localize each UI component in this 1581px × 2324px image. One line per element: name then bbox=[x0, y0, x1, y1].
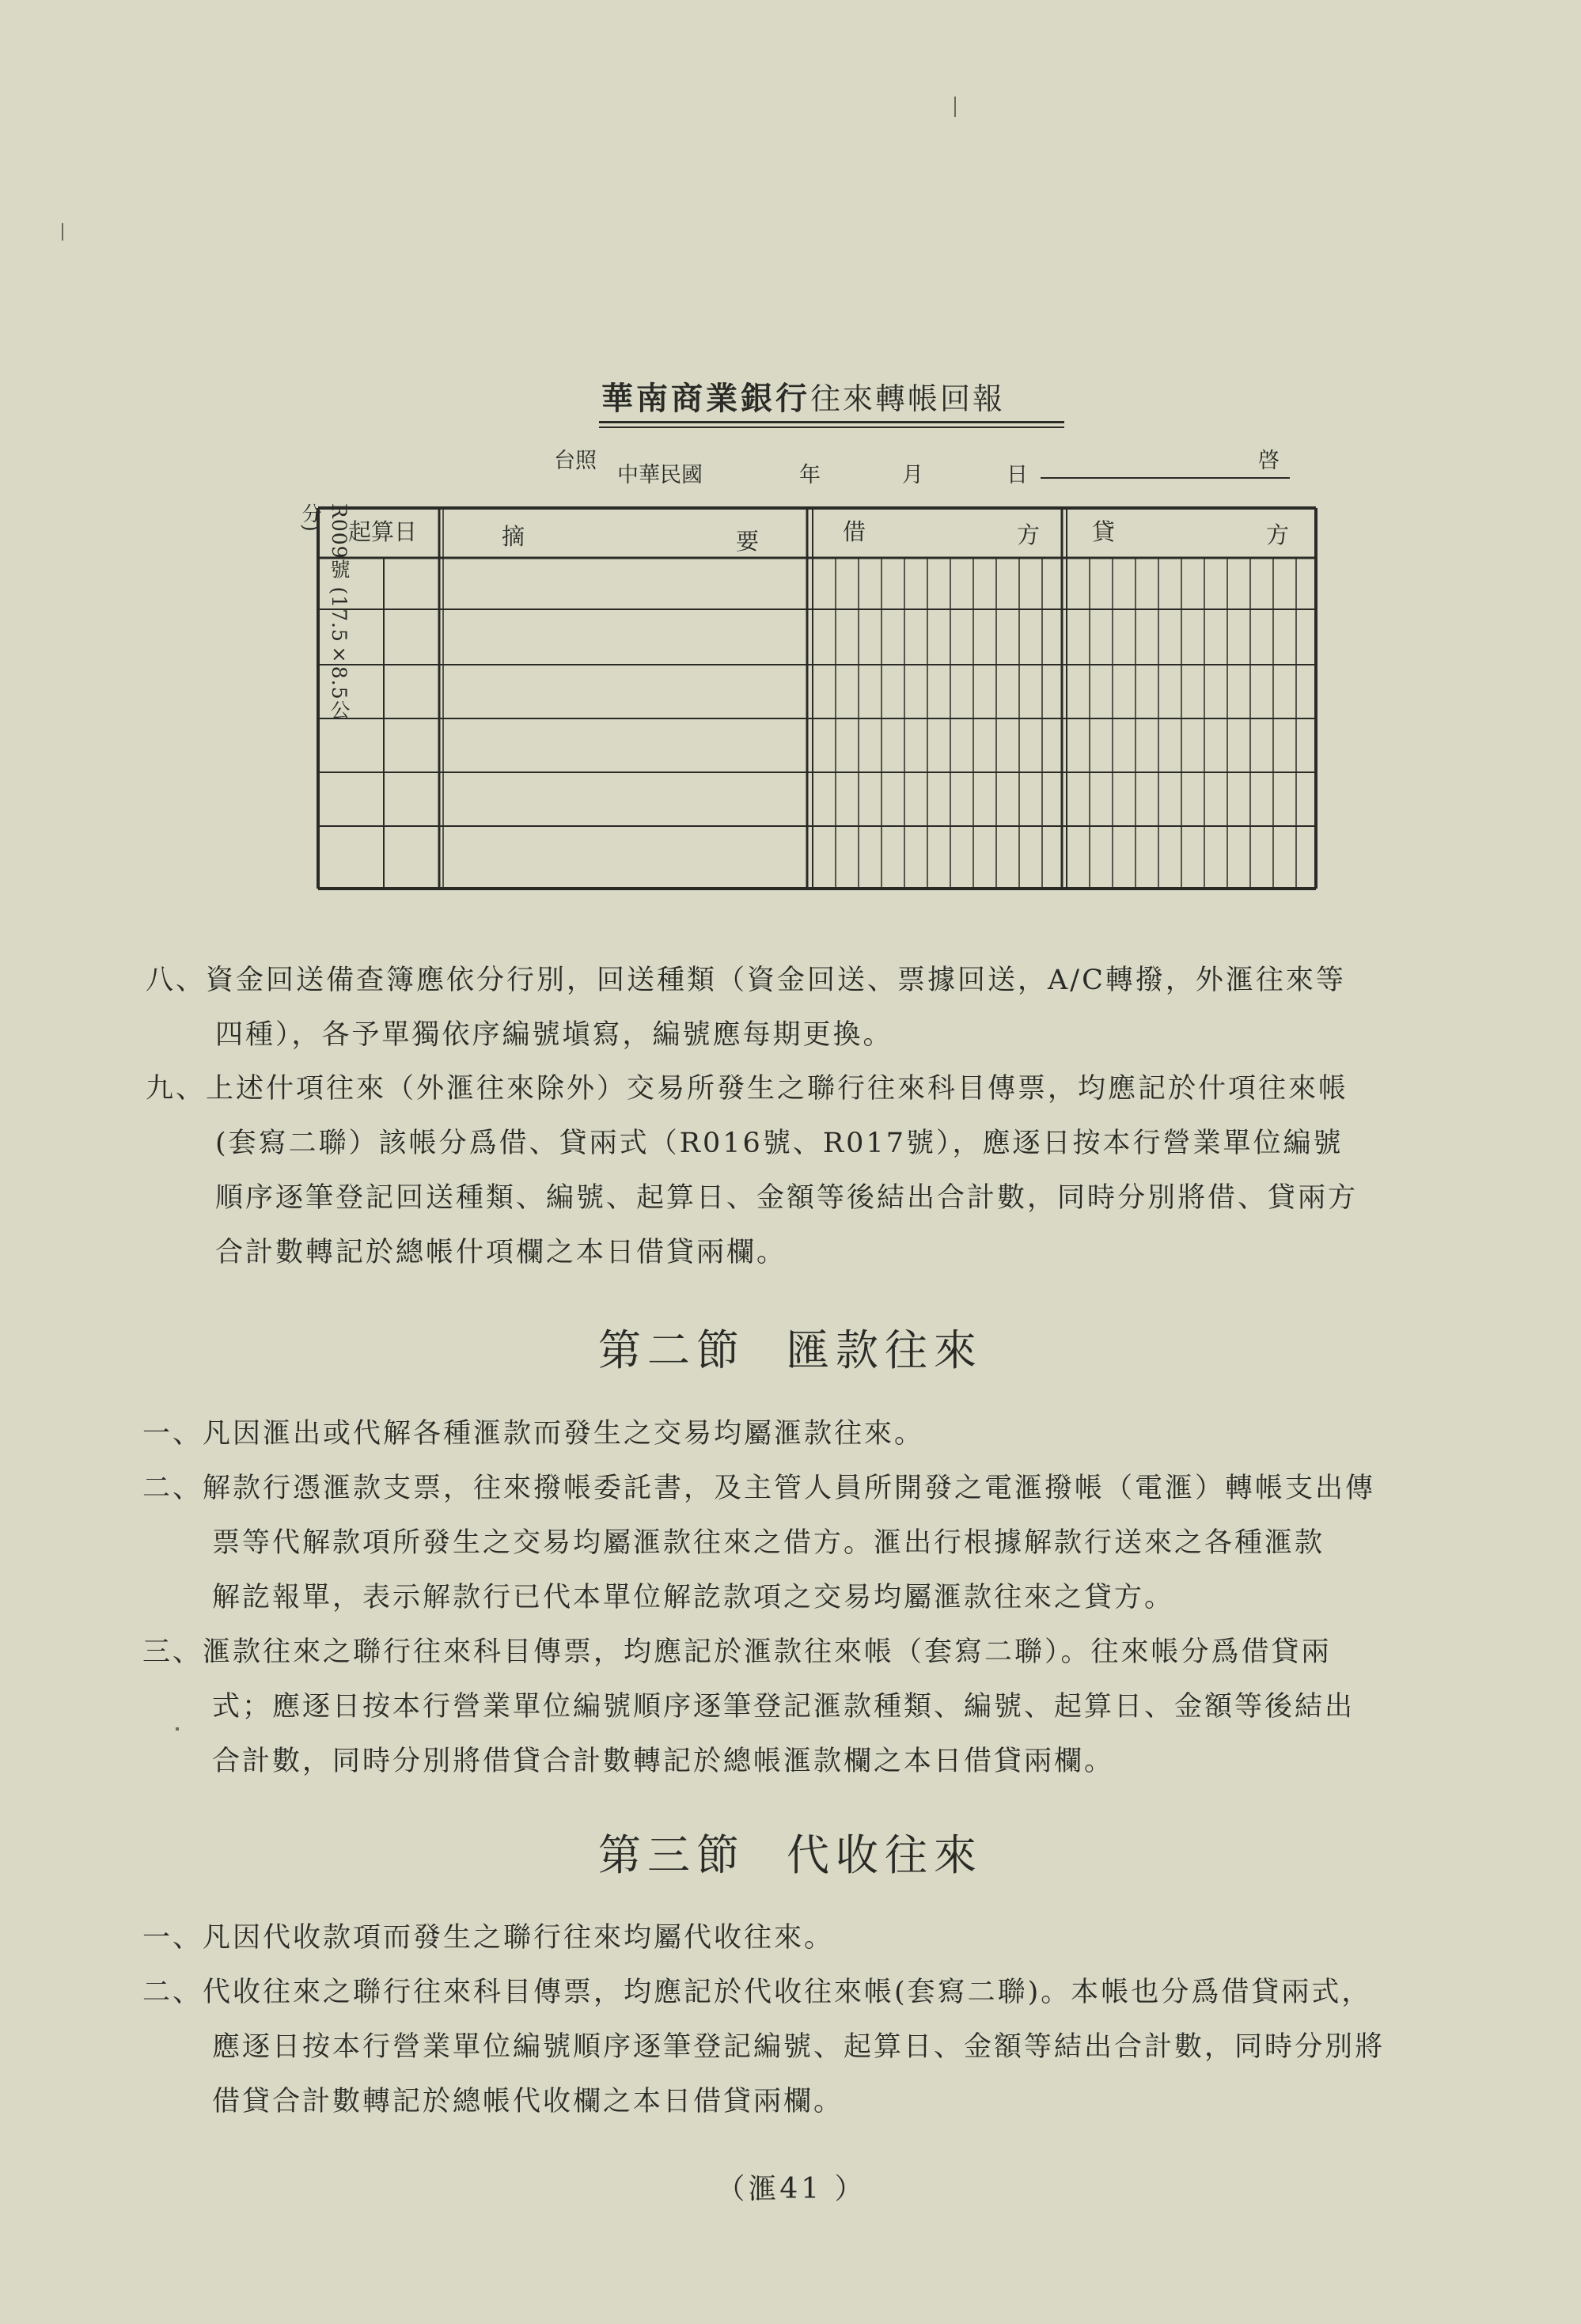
s3-item-1 bbox=[142, 1911, 834, 1966]
col-credit-label: 方 bbox=[1266, 521, 1290, 548]
text-line: 順序逐筆登記回送種類、編號、起算日、金額等後結出合計數，同時分別將借、貸兩方 bbox=[215, 1182, 1359, 1214]
s2-item-2 bbox=[142, 1462, 1375, 1625]
form-date-prefix: 中華民國 bbox=[617, 463, 703, 487]
page-number: （滙41 ） bbox=[716, 2173, 866, 2205]
form-side-code: R009號 (17.5×8.5公分) bbox=[299, 503, 351, 721]
col-start-date: 起算日 bbox=[348, 518, 418, 545]
text-line: 四種），各予單獨依序編號塡寫，編號應每期更換。 bbox=[215, 1019, 893, 1051]
ledger-table bbox=[317, 506, 1318, 890]
s2-item-3 bbox=[142, 1625, 1355, 1789]
text-line: 九、上述什項往來（外滙往來除外）交易所發生之聯行往來科目傳票，均應記於什項往來帳 bbox=[146, 1073, 1349, 1105]
section-number: 第二節 bbox=[598, 1325, 745, 1375]
col-credit-label: 貸 bbox=[1092, 518, 1116, 545]
col-memo-label: 摘 bbox=[502, 523, 525, 550]
col-debit-label: 借 bbox=[843, 518, 866, 545]
text-line: 三、滙款往來之聯行往來科目傳票，均應記於滙款往來帳（套寫二聯）。往來帳分爲借貸兩 bbox=[142, 1636, 1332, 1668]
scan-speck bbox=[954, 97, 956, 117]
form-title-bank: 華南商業銀行 bbox=[601, 380, 810, 417]
text-line: 一、凡因代收款項而發生之聯行往來均屬代收往來。 bbox=[142, 1922, 835, 1954]
section-2-title bbox=[0, 1317, 1581, 1378]
s2-item-1 bbox=[142, 1407, 924, 1462]
title-underline bbox=[599, 427, 1064, 428]
section-3-title bbox=[0, 1822, 1581, 1882]
section-number: 第三節 bbox=[598, 1830, 745, 1880]
form-day: 日 bbox=[1007, 463, 1028, 487]
text-line: 合計數轉記於總帳什項欄之本日借貸兩欄。 bbox=[215, 1237, 787, 1268]
section-name: 匯款往來 bbox=[787, 1325, 983, 1375]
text-line: 票等代解款項所發生之交易均屬滙款往來之借方。滙出行根據解款行送來之各種滙款 bbox=[212, 1527, 1325, 1559]
form-year: 年 bbox=[799, 463, 821, 487]
item-8 bbox=[146, 953, 1346, 1063]
section-name: 代收往來 bbox=[787, 1830, 983, 1880]
text-line: 八、資金回送備查簿應依分行別，回送種類（資金回送、票據回送，A/C轉撥，外滙往來等 bbox=[146, 965, 1346, 996]
text-line: 式；應逐日按本行營業單位編號順序逐筆登記滙款種類、編號、起算日、金額等後結出 bbox=[212, 1691, 1355, 1723]
col-memo-label: 要 bbox=[736, 528, 760, 555]
text-line: 應逐日按本行營業單位編號順序逐筆登記編號、起算日、金額等結出合計數，同時分別將 bbox=[212, 2031, 1386, 2063]
item-9 bbox=[146, 1062, 1358, 1280]
form-title bbox=[601, 373, 1060, 419]
col-debit-label: 方 bbox=[1017, 521, 1041, 548]
text-line: (套寫二聯）該帳分爲借、貸兩式（R016號、R017號），應逐日按本行營業單位編號 bbox=[215, 1128, 1344, 1159]
form-title-type: 往來轉帳回報 bbox=[810, 381, 1006, 416]
text-line: 借貸合計數轉記於總帳代收欄之本日借貸兩欄。 bbox=[212, 2086, 844, 2117]
text-line: 解訖報單，表示解款行已代本單位解訖款項之交易均屬滙款往來之貸方。 bbox=[212, 1582, 1175, 1613]
signature-line bbox=[1041, 477, 1290, 479]
form-addressee: 台照 bbox=[554, 449, 597, 473]
s3-item-2 bbox=[142, 1966, 1385, 2129]
text-line: 二、代收往來之聯行往來科目傳票，均應記於代收往來帳(套寫二聯)。本帳也分爲借貸兩式， bbox=[142, 1977, 1372, 2008]
scan-speck bbox=[62, 223, 63, 241]
text-line: 一、凡因滙出或代解各種滙款而發生之交易均屬滙款往來。 bbox=[142, 1418, 925, 1450]
form-month: 月 bbox=[902, 463, 923, 487]
title-underline bbox=[599, 421, 1064, 423]
text-line: 二、解款行憑滙款支票，往來撥帳委託書，及主管人員所開發之電滙撥帳（電滙）轉帳支出傳 bbox=[142, 1473, 1376, 1504]
text-line: 合計數，同時分別將借貸合計數轉記於總帳滙款欄之本日借貸兩欄。 bbox=[212, 1746, 1115, 1777]
form-sign: 啓 bbox=[1258, 449, 1280, 473]
